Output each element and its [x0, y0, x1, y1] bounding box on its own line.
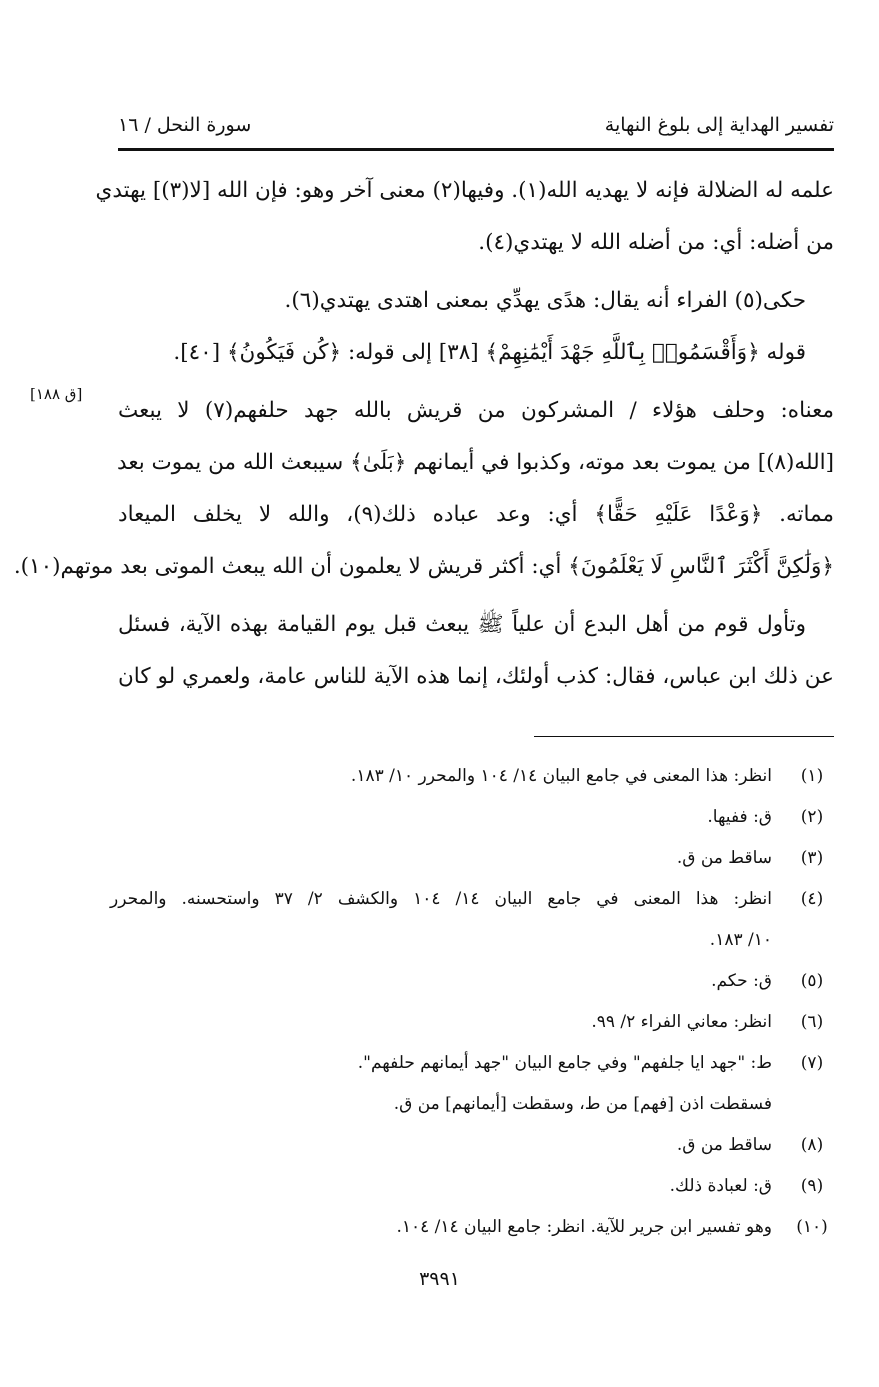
footnote-text: ط: "جهد ايا جلفهم" وفي جامع البيان "جهد أيمانهم حلفهم". — [357, 1053, 772, 1073]
manuscript-folio-note: [ق ١٨٨] — [30, 385, 83, 403]
footnote-rule — [534, 736, 834, 737]
footnote — [110, 1207, 834, 1248]
footnotes — [110, 756, 834, 1248]
running-header — [118, 106, 834, 144]
surah-reference: سورة النحل / ١٦ — [118, 114, 252, 136]
footnote-number: (٤) — [800, 889, 824, 909]
footnote — [110, 1002, 834, 1043]
footnote-text: ق: لعبادة ذلك. — [669, 1176, 772, 1196]
body-line: من أضله: أي: من أضله الله لا يهتدي(٤). — [478, 230, 834, 255]
footnote — [110, 961, 834, 1002]
book-title: تفسير الهداية إلى بلوغ النهاية — [604, 114, 834, 136]
body-line: وتأول قوم من أهل البدع أن علياً ﷺ يبعث قبل يوم القيامة بهذه الآية، فسئل — [118, 612, 806, 637]
footnote-number: (٨) — [800, 1135, 824, 1155]
footnote-text: وهو تفسير ابن جرير للآية. انظر: جامع البيان ١٤/ ١٠٤. — [396, 1217, 772, 1237]
body-line: ﴿وَلَٰكِنَّ أَكْثَرَ ٱلنَّاسِ لَا يَعْلَمُونَ﴾ أي: أكثر قريش لا يعلمون أن الله يبعث الموتى بعد موتهم(١٠). — [13, 554, 834, 579]
footnote-number: (١٠) — [796, 1217, 828, 1237]
footnote — [110, 797, 834, 838]
footnote — [110, 838, 834, 879]
footnote-number: (٧) — [800, 1053, 824, 1073]
footnote-number: (٦) — [800, 1012, 824, 1032]
footnote — [110, 756, 834, 797]
footnote-text: ق: ففيها. — [707, 807, 772, 827]
footnote — [110, 879, 834, 961]
body-line: معناه: وحلف هؤلاء / المشركون من قريش بالله جهد حلفهم(٧) لا يبعث — [118, 398, 834, 423]
body-line: مماته. ﴿وَعْدًا عَلَيْهِ حَقًّا﴾ أي: وعد عباده ذلك(٩)، والله لا يخلف الميعاد — [118, 502, 834, 527]
footnote — [110, 1043, 834, 1125]
footnote-text: ق: حكم. — [711, 971, 772, 991]
footnote-text: انظر: هذا المعنى في جامع البيان ١٤/ ١٠٤ والمحرر ١٠/ ١٨٣. — [350, 766, 772, 786]
footnote-continuation: فسقطت اذن [فهم] من ط، وسقطت [أيمانهم] من ق. — [393, 1094, 772, 1114]
footnote-number: (٣) — [800, 848, 824, 868]
body-line: علمه له الضلالة فإنه لا يهديه الله(١). وفيها(٢) معنى آخر وهو: فإن الله [لا(٣)] يهتدي — [95, 178, 834, 203]
footnote-number: (٩) — [800, 1176, 824, 1196]
page-number: ٣٩٩١ — [419, 1268, 460, 1290]
body-line: [الله(٨)] من يموت بعد موته، وكذبوا في أيمانهم ﴿بَلَىٰ﴾ سيبعث الله من يموت بعد — [117, 450, 834, 475]
footnote-text: ساقط من ق. — [676, 1135, 772, 1155]
footnote-number: (١) — [800, 766, 824, 786]
body-line: قوله ﴿وَأَقْسَمُوا۟ بِٱللَّهِ جَهْدَ أَيْمَٰنِهِمْ﴾ [٣٨] إلى قوله: ﴿كُن فَيَكُونُ﴾ [٤٠]. — [173, 340, 806, 365]
body-line: حكى(٥) الفراء أنه يقال: هدًى يهدِّي بمعنى اهتدى يهتدي(٦). — [284, 288, 806, 313]
footnote-text: انظر: هذا المعنى في جامع البيان ١٤/ ١٠٤ والكشف ٢/ ٣٧ واستحسنه. والمحرر — [110, 889, 772, 909]
footnote — [110, 1166, 834, 1207]
footnote-text: ساقط من ق. — [676, 848, 772, 868]
header-rule — [118, 148, 834, 151]
footnote-number: (٢) — [800, 807, 824, 827]
footnote-number: (٥) — [800, 971, 824, 991]
footnote-text: انظر: معاني الفراء ٢/ ٩٩. — [591, 1012, 772, 1032]
footnote — [110, 1125, 834, 1166]
body-line: عن ذلك ابن عباس، فقال: كذب أولئك، إنما هذه الآية للناس عامة، ولعمري لو كان — [118, 664, 834, 689]
footnote-continuation: ١٠/ ١٨٣. — [709, 930, 772, 950]
